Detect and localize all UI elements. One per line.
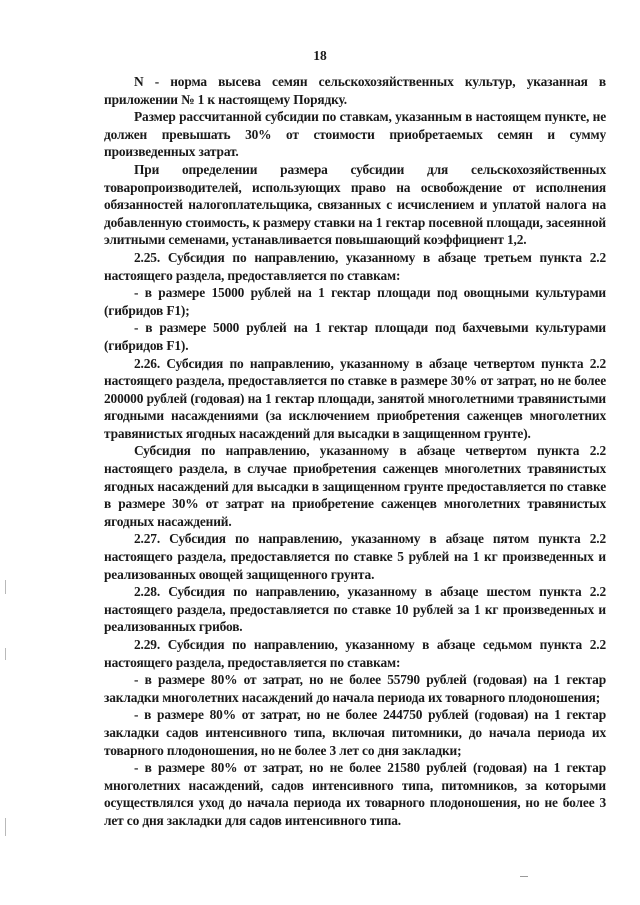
page-number: 18 <box>313 48 327 63</box>
scan-margin-mark <box>5 648 6 660</box>
paragraph-norm-definition: N - норма высева семян сельскохозяйственных культур, указанная в приложении № 1 к настоящему Порядку. <box>104 74 606 107</box>
scan-margin-mark <box>5 580 6 594</box>
paragraph-2-25: 2.25. Субсидия по направлению, указанному в абзаце третьем пункта 2.2 настоящего раздела, предоставляется по ставкам: <box>104 249 606 283</box>
paragraph-2-29-intensive-gardens: - в размере 80% от затрат, но не более 244750 рублей (годовая) на 1 гектар закладки садов интенсивного типа, включая питомники, до начала периода их товарного плодоношения, но не более 3 лет со дня закладки; <box>104 707 606 758</box>
paragraph-2-25-vegetables: - в размере 15000 рублей на 1 гектар площади под овощными культурами (гибридов F1); <box>104 285 606 318</box>
paragraph-subsidy-limit: Размер рассчитанной субсидии по ставкам, указанным в настоящем пункте, не должен превышать 30% от стоимости приобретаемых семян и сумму произведенных затрат. <box>104 109 606 160</box>
paragraph-2-28: 2.28. Субсидия по направлению, указанному в абзаце шестом пункта 2.2 настоящего раздела, предоставляется по ставке 10 рублей за 1 кг произведенных и реализованных грибов. <box>104 584 606 635</box>
paragraph-coefficient: При определении размера субсидии для сельскохозяйственных товаропроизводителей, использующих право на освобождение от исполнения обязанностей налогоплательщика, связанных с исчислением и уплатой налога на добавленную стоимость, к размеру ставки на 1 гектар посевной площади, засеянной элитными семенами, устанавливается повышающий коэффициент 1,2. <box>104 161 606 248</box>
paragraph-2-25-melons: - в размере 5000 рублей на 1 гектар площади под бахчевыми культурами (гибридов F1). <box>104 320 606 353</box>
paragraph-2-26-seedlings: Субсидия по направлению, указанному в абзаце четвертом пункта 2.2 настоящего раздела, в случае приобретения саженцев многолетних травянистых ягодных насаждений для высадки в защищенном грунте предоставляется по ставке в размере 30% от затрат на приобретение саженцев многолетних травянистых ягодных насаждений. <box>104 443 606 529</box>
paragraph-2-29-care: - в размере 80% от затрат, но не более 21580 рублей (годовая) на 1 гектар многолетних насаждений, садов интенсивного типа, питомников, за которыми осуществлялся уход до начала периода их товарного плодоношения, но не более 3 лет со дня закладки для садов интенсивного типа. <box>104 760 606 828</box>
paragraph-2-29: 2.29. Субсидия по направлению, указанному в абзаце седьмом пункта 2.2 настоящего раздела, предоставляется по ставкам: <box>104 637 606 670</box>
scan-margin-mark <box>5 818 6 836</box>
document-body <box>104 73 606 830</box>
paragraph-2-29-perennial: - в размере 80% от затрат, но не более 55790 рублей (годовая) на 1 гектар закладки многолетних насаждений до начала периода их товарного плодоношения; <box>104 672 606 705</box>
scan-footer-mark <box>520 876 528 877</box>
paragraph-2-27: 2.27. Субсидия по направлению, указанному в абзаце пятом пункта 2.2 настоящего раздела, предоставляется по ставке 5 рублей на 1 кг произведенных и реализованных овощей защищенного грунта. <box>104 531 606 582</box>
paragraph-2-26: 2.26. Субсидия по направлению, указанному в абзаце четвертом пункта 2.2 настоящего раздела, предоставляется по ставке в размере 30% от затрат, но не более 200000 рублей (годовая) на 1 гектар площади, занятой многолетними травянистыми ягодными насаждениями (за исключением приобретения саженцев многолетних травянистых ягодных насаждений для высадки в защищенном грунте). <box>104 355 606 441</box>
